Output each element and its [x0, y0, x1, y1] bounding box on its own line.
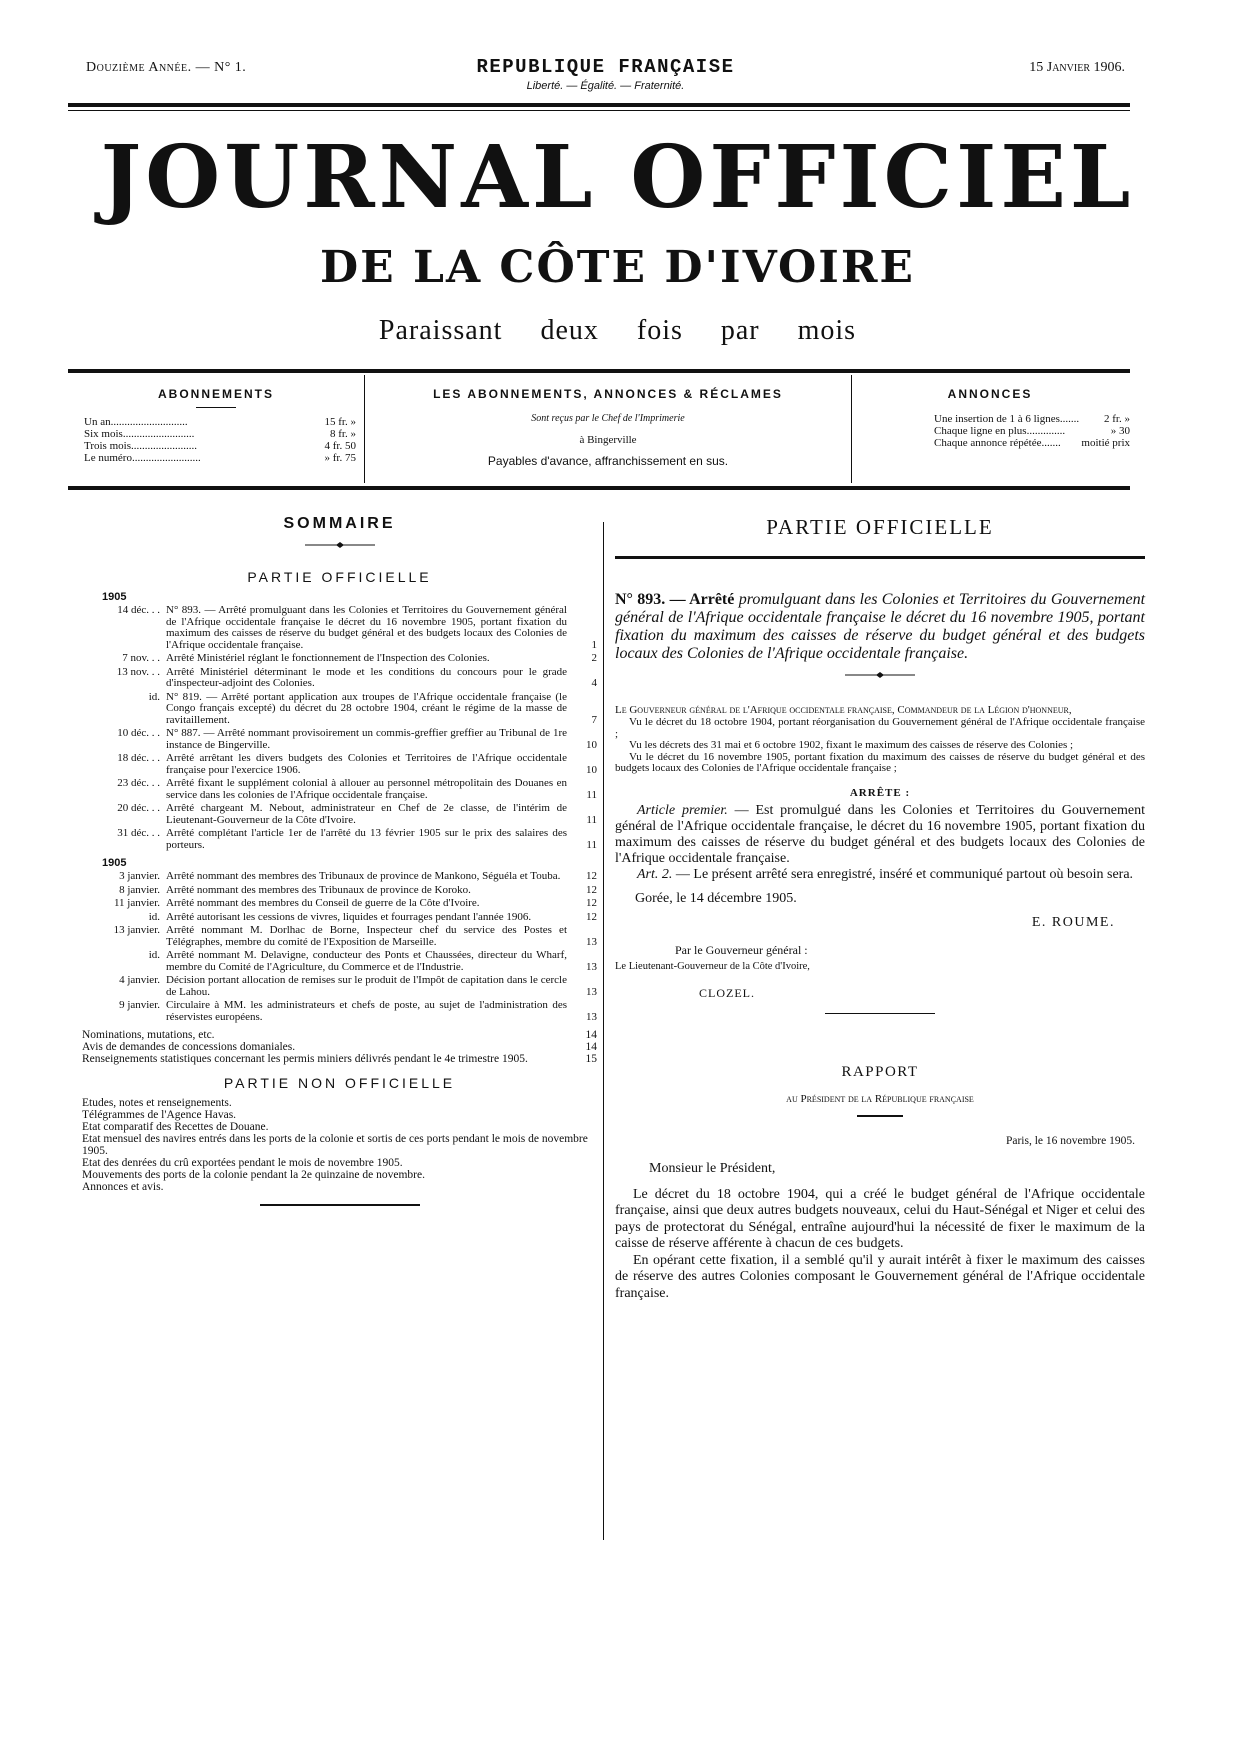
misc-text: Avis de demandes de concessions domaniales.: [82, 1041, 296, 1053]
abonnements-title: ABONNEMENTS: [157, 387, 274, 401]
abonnements-box: [68, 375, 364, 483]
rapport-recipient: au Président de la République française: [786, 1092, 974, 1105]
sommaire-entry: [82, 950, 597, 973]
rate-label: Une insertion de 1 à 6 lignes.......: [934, 413, 1080, 425]
entry-text: Arrêté complétant l'article 1er de l'arrêté du 13 février 1905 sur le prix des salaires des porteurs.: [166, 827, 567, 851]
non-officielle-item: Télégrammes de l'Agence Havas.: [82, 1109, 237, 1121]
entry-date: id.: [148, 949, 160, 961]
entry-page: 2: [591, 652, 597, 664]
non-officielle-item: Etudes, notes et renseignements.: [82, 1097, 232, 1109]
sommaire-entry: [82, 605, 597, 651]
lt-gouverneur: Le Lieutenant-Gouverneur de la Côte d'Ivoire,: [615, 960, 810, 972]
reclames-title: LES ABONNEMENTS, ANNONCES & RÉCLAMES: [433, 387, 783, 401]
entry-page: 12: [586, 883, 597, 896]
annonces-title: ANNONCES: [947, 387, 1033, 401]
non-officielle-item: Etat mensuel des navires entrés dans les ports de la colonie et sortis de ces ports pendant le mois de novembre 1905.: [82, 1133, 588, 1157]
sommaire-entry: [82, 728, 597, 751]
top-rule-thin: [68, 110, 1130, 111]
masthead-subtitle: DE LA CÔTE D'IVOIRE: [320, 242, 915, 293]
entry-text: N° 819. — Arrêté portant application aux troupes de l'Afrique occidentale française (le Congo français excepté) du décret du 28 octobre 1904, créant le régime de la masse de ravitaillement.: [166, 690, 567, 726]
rate-row: [84, 452, 356, 464]
report-paragraph: Le décret du 18 octobre 1904, qui a créé le budget général de l'Afrique occidentale française, ainsi que deux autres budgets nouveaux, celui du Haut-Sénégal et Niger et celui des pays de protectorat du Sénégal, entraîne aujourd'hui la nécessité de fixer le maximum de la caisse de réserve afférente à chacun de ces budgets.: [615, 1186, 1145, 1251]
non-officielle-item: Mouvements des ports de la colonie pendant la 2e quinzaine de novembre.: [82, 1169, 425, 1181]
divider: [825, 1013, 935, 1014]
misc-entry: [82, 1053, 597, 1065]
rapport-title: RAPPORT: [841, 1063, 919, 1080]
entry-page: 10: [586, 738, 597, 751]
par-le-gouverneur: Par le Gouverneur général :: [675, 942, 808, 957]
rate-label: Le numéro.........................: [84, 452, 201, 464]
sommaire-entry: [82, 653, 597, 665]
misc-page: 14: [585, 1029, 597, 1041]
entries-list-1: [82, 605, 597, 851]
report-paragraph: En opérant cette fixation, il a semblé qu'il y aurait intérêt à fixer le maximum des caisses de réserve des autres Colonies composant le Gouvernement général de l'Afrique occidentale française.: [615, 1252, 1145, 1301]
entry-date: id.: [148, 910, 160, 923]
ornament-icon: [305, 541, 375, 549]
entry-page: 10: [586, 763, 597, 776]
rate-label: Trois mois........................: [84, 440, 197, 452]
signature-clozel: CLOZEL.: [699, 985, 755, 1000]
article-1-text: — Est promulgué dans les Colonies et Territoires du Gouvernement général de l'Afrique occidentale française, le décret du 16 novembre 1905, portant fixation du maximum des caisses de réserve du budget général et des budgets locaux des Colonies de l'Afrique occidentale française.: [615, 802, 1145, 866]
sommaire-entry: [82, 975, 597, 998]
entry-text: Arrêté chargeant M. Nebout, administrateur en Chef de 2e classe, de l'intérim de Lieutenant-Gouverneur de la Côte d'Ivoire.: [166, 802, 567, 826]
non-officielle-item: Etat comparatif des Recettes de Douane.: [82, 1121, 269, 1133]
entry-text: Arrêté Ministériel réglant le fonctionnement de l'Inspection des Colonies.: [166, 652, 490, 664]
year-heading: 1905: [102, 591, 127, 603]
received-by: Sont reçus par le Chef de l'Imprimerie: [531, 413, 685, 424]
article-1-label: Article premier.: [637, 802, 728, 818]
divider: [857, 1115, 903, 1117]
misc-list: [82, 1029, 597, 1065]
entry-text: Circulaire à MM. les administrateurs et chefs de poste, au sujet de l'administration des réservistes européens.: [166, 999, 567, 1023]
year-heading: 1905: [102, 857, 127, 869]
arrete-subject: promulguant dans les Colonies et Territoires du Gouvernement général de l'Afrique occidentale française le décret du 16 novembre 1905, portant fixation du maximum des caisses de réserve du budget général et des budgets locaux des Colonies de l'Afrique occidentale française.: [615, 591, 1146, 662]
republic-title: REPUBLIQUE FRANÇAISE: [476, 56, 735, 78]
rate-label: Un an............................: [84, 416, 188, 428]
entry-text: Arrêté fixant le supplément colonial à allouer au personnel métropolitain des Douanes en service dans les colonies de l'Afrique occidentale française.: [166, 777, 567, 801]
top-rule: [68, 103, 1130, 107]
arrete-number: N° 893. — Arrêté: [615, 591, 735, 608]
edition-number: Douzième Année. — N° 1.: [86, 60, 247, 75]
misc-page: 14: [585, 1041, 597, 1053]
top-line: [86, 56, 1125, 96]
arrete-label: ARRÊTE :: [849, 786, 911, 799]
subscription-band: [68, 375, 1130, 485]
sommaire-entry: [82, 871, 597, 883]
entry-date: 7 nov. . .: [122, 652, 160, 664]
rate-value: 15 fr. »: [324, 416, 356, 428]
entry-page: 1: [591, 638, 597, 651]
official-title: PARTIE OFFICIELLE: [766, 515, 994, 539]
article-1: [615, 803, 1145, 867]
entry-page: 7: [591, 713, 597, 726]
non-officielle-list: [82, 1097, 597, 1193]
entry-date: 9 janvier.: [119, 999, 160, 1011]
entries-list-2: [82, 871, 597, 1023]
partie-non-officielle-title: PARTIE NON OFFICIELLE: [223, 1075, 456, 1091]
reclames-box: [364, 375, 852, 483]
rate-value: » fr. 75: [324, 452, 356, 464]
sommaire-entry: [82, 885, 597, 897]
non-officielle-item: Annonces et avis.: [82, 1181, 164, 1193]
vu-clause: Vu les décrets des 31 mai et 6 octobre 1902, fixant le maximum des caisses de réserve des Colonies ;: [629, 739, 1074, 751]
rate-value: 2 fr. »: [1104, 413, 1130, 425]
sommaire-title: SOMMAIRE: [283, 515, 396, 532]
article-2-label: Art. 2.: [637, 866, 673, 882]
motto: Liberté. — Égalité. — Fraternité.: [526, 80, 685, 92]
entry-date: 20 déc. . .: [117, 802, 160, 814]
entry-text: N° 893. — Arrêté promulguant dans les Colonies et Territoires du Gouvernement général de l'Afrique occidentale française le décret du 16 novembre 1905, portant fixation du maximum des caisses de réserve du budget général et des budgets locaux des Colonies de l'Afrique occidentale française.: [166, 604, 567, 651]
entry-date: id.: [148, 690, 160, 703]
sommaire-entry: [82, 778, 597, 801]
entry-text: N° 887. — Arrêté nommant provisoirement un commis-greffier greffier au Tribunal de 1re instance de Bingerville.: [166, 727, 567, 751]
entry-text: Arrêté nommant M. Dorlhac de Borne, Inspecteur chef du service des Postes et Télégraphes, membre du comité de l'Exposition de Marseille.: [166, 924, 567, 948]
sommaire-entry: [82, 925, 597, 948]
rate-row: [934, 437, 1130, 449]
rate-label: Six mois..........................: [84, 428, 195, 440]
vu-clause: Vu le décret du 18 octobre 1904, portant réorganisation du Gouvernement général de l'Afrique occidentale française ;: [615, 716, 1145, 740]
republic-block: [86, 56, 1125, 92]
entry-page: 12: [586, 910, 597, 923]
rate-label: Chaque annonce répétée.......: [934, 437, 1061, 449]
entry-text: Arrêté nommant M. Delavigne, conducteur des Ponts et Chaussées, directeur du Wharf, membre du Comité de l'Agriculture, du Commerce et de l'Industrie.: [166, 949, 567, 973]
ornament-icon: [240, 1201, 440, 1209]
sommaire-column: [82, 515, 597, 1209]
paris-date: Paris, le 16 novembre 1905.: [1005, 1134, 1135, 1147]
salutation: Monsieur le Président,: [649, 1160, 776, 1176]
abonnements-rates: [68, 416, 364, 464]
misc-text: Renseignements statistiques concernant les permis miniers délivrés pendant le 4e trimestre 1905.: [82, 1053, 528, 1065]
entry-page: 11: [586, 788, 597, 801]
rate-label: Chaque ligne en plus..............: [934, 425, 1066, 437]
payable-note: Payables d'avance, affranchissement en sus.: [487, 454, 729, 468]
vu-clause: Vu le décret du 16 novembre 1905, portant fixation du maximum des caisses de réserve du budget général et des budgets locaux des Colonies de l'Afrique occidentale française ;: [615, 750, 1145, 774]
sommaire-entry: [82, 803, 597, 826]
entry-date: 13 janvier.: [113, 924, 160, 936]
entry-page: 12: [586, 870, 597, 882]
entry-text: Arrêté Ministériel déterminant le mode et les conditions du concours pour le grade d'inspecteur-adjoint des Colonies.: [166, 665, 567, 689]
entry-page: 13: [586, 935, 597, 948]
misc-entry: [82, 1029, 597, 1041]
sommaire-entry: [82, 828, 597, 851]
partie-officielle-title: PARTIE OFFICIELLE: [247, 569, 432, 585]
masthead-title: JOURNAL OFFICIEL: [100, 127, 1135, 228]
rate-value: » 30: [1110, 425, 1130, 437]
sommaire-entry: [82, 667, 597, 690]
non-officielle-item: Etat des denrées du crû exportées pendant le mois de novembre 1905.: [82, 1157, 403, 1169]
entry-date: 14 déc. . .: [117, 604, 160, 616]
entry-text: Arrêté nommant des membres du Conseil de guerre de la Côte d'Ivoire.: [166, 897, 480, 909]
sommaire-entry: [82, 753, 597, 776]
sommaire-entry: [82, 1000, 597, 1023]
entry-date: 3 janvier.: [119, 870, 160, 882]
governor-line: Le Gouverneur général de l'Afrique occidentale française, Commandeur de la Légion d'honneur,: [615, 704, 1072, 716]
entry-page: 4: [591, 677, 597, 689]
masthead-frequency: Paraissant deux fois par mois: [378, 315, 857, 346]
band-top-rule: [68, 369, 1130, 373]
entry-date: 10 déc. . .: [117, 727, 160, 739]
annonces-box: [850, 375, 1130, 483]
article-2-text: — Le présent arrêté sera enregistré, inséré et communiqué partout où besoin sera.: [672, 866, 1134, 882]
title-rule: [615, 556, 1145, 559]
entry-date: 31 déc. . .: [117, 827, 160, 839]
divider: [196, 407, 236, 408]
entry-date: 13 nov. . .: [116, 665, 160, 678]
arrete-heading: [615, 591, 1145, 663]
entry-date: 11 janvier.: [113, 897, 160, 909]
rate-row: [84, 440, 356, 452]
entry-page: 12: [586, 897, 597, 909]
rate-value: moitié prix: [1081, 437, 1130, 449]
signature-roume: E. ROUME.: [1031, 914, 1115, 930]
entry-text: Arrêté arrêtant les divers budgets des Colonies et Territoires de l'Afrique occidentale française pour l'exercice 1906.: [166, 752, 567, 776]
ornament-icon: [845, 671, 915, 679]
issue-date: 15 Janvier 1906.: [1029, 60, 1125, 75]
entry-page: 13: [586, 1010, 597, 1023]
article-2: [615, 867, 1145, 883]
entry-date: 4 janvier.: [119, 974, 160, 986]
misc-text: Nominations, mutations, etc.: [82, 1029, 215, 1041]
entry-text: Décision portant allocation de remises sur le produit de l'Impôt de capitation dans le cercle de Lahou.: [166, 974, 567, 998]
place-date: Gorée, le 14 décembre 1905.: [635, 890, 797, 906]
rate-value: 4 fr. 50: [324, 440, 356, 452]
entry-text: Arrêté nommant des membres des Tribunaux de province de Koroko.: [166, 883, 471, 896]
entry-page: 11: [586, 838, 597, 851]
entry-date: 18 déc. . .: [117, 752, 160, 764]
sommaire-entry: [82, 912, 597, 924]
entry-date: 8 janvier.: [119, 883, 160, 896]
rate-row: [934, 413, 1130, 425]
sommaire-entry: [82, 692, 597, 727]
misc-page: 15: [585, 1053, 597, 1065]
rate-value: 8 fr. »: [330, 428, 356, 440]
entry-page: 13: [586, 985, 597, 998]
band-bottom-rule: [68, 486, 1130, 490]
entry-page: 11: [586, 813, 597, 826]
rate-row: [84, 416, 356, 428]
annonces-rates: [850, 413, 1130, 449]
entry-page: 13: [586, 960, 597, 973]
entry-text: Arrêté autorisant les cessions de vivres, liquides et fourrages pendant l'année 1906.: [166, 910, 532, 923]
vu-list: [615, 717, 1145, 775]
official-column: [615, 515, 1145, 1302]
entry-date: 23 déc. . .: [117, 777, 160, 789]
entry-text: Arrêté nommant des membres des Tribunaux de province de Mankono, Séguéla et Touba.: [166, 870, 561, 882]
rate-row: [84, 428, 356, 440]
misc-entry: [82, 1041, 597, 1053]
rate-row: [934, 425, 1130, 437]
sommaire-entry: [82, 898, 597, 910]
place: à Bingerville: [579, 434, 637, 446]
column-divider: [603, 522, 604, 1540]
